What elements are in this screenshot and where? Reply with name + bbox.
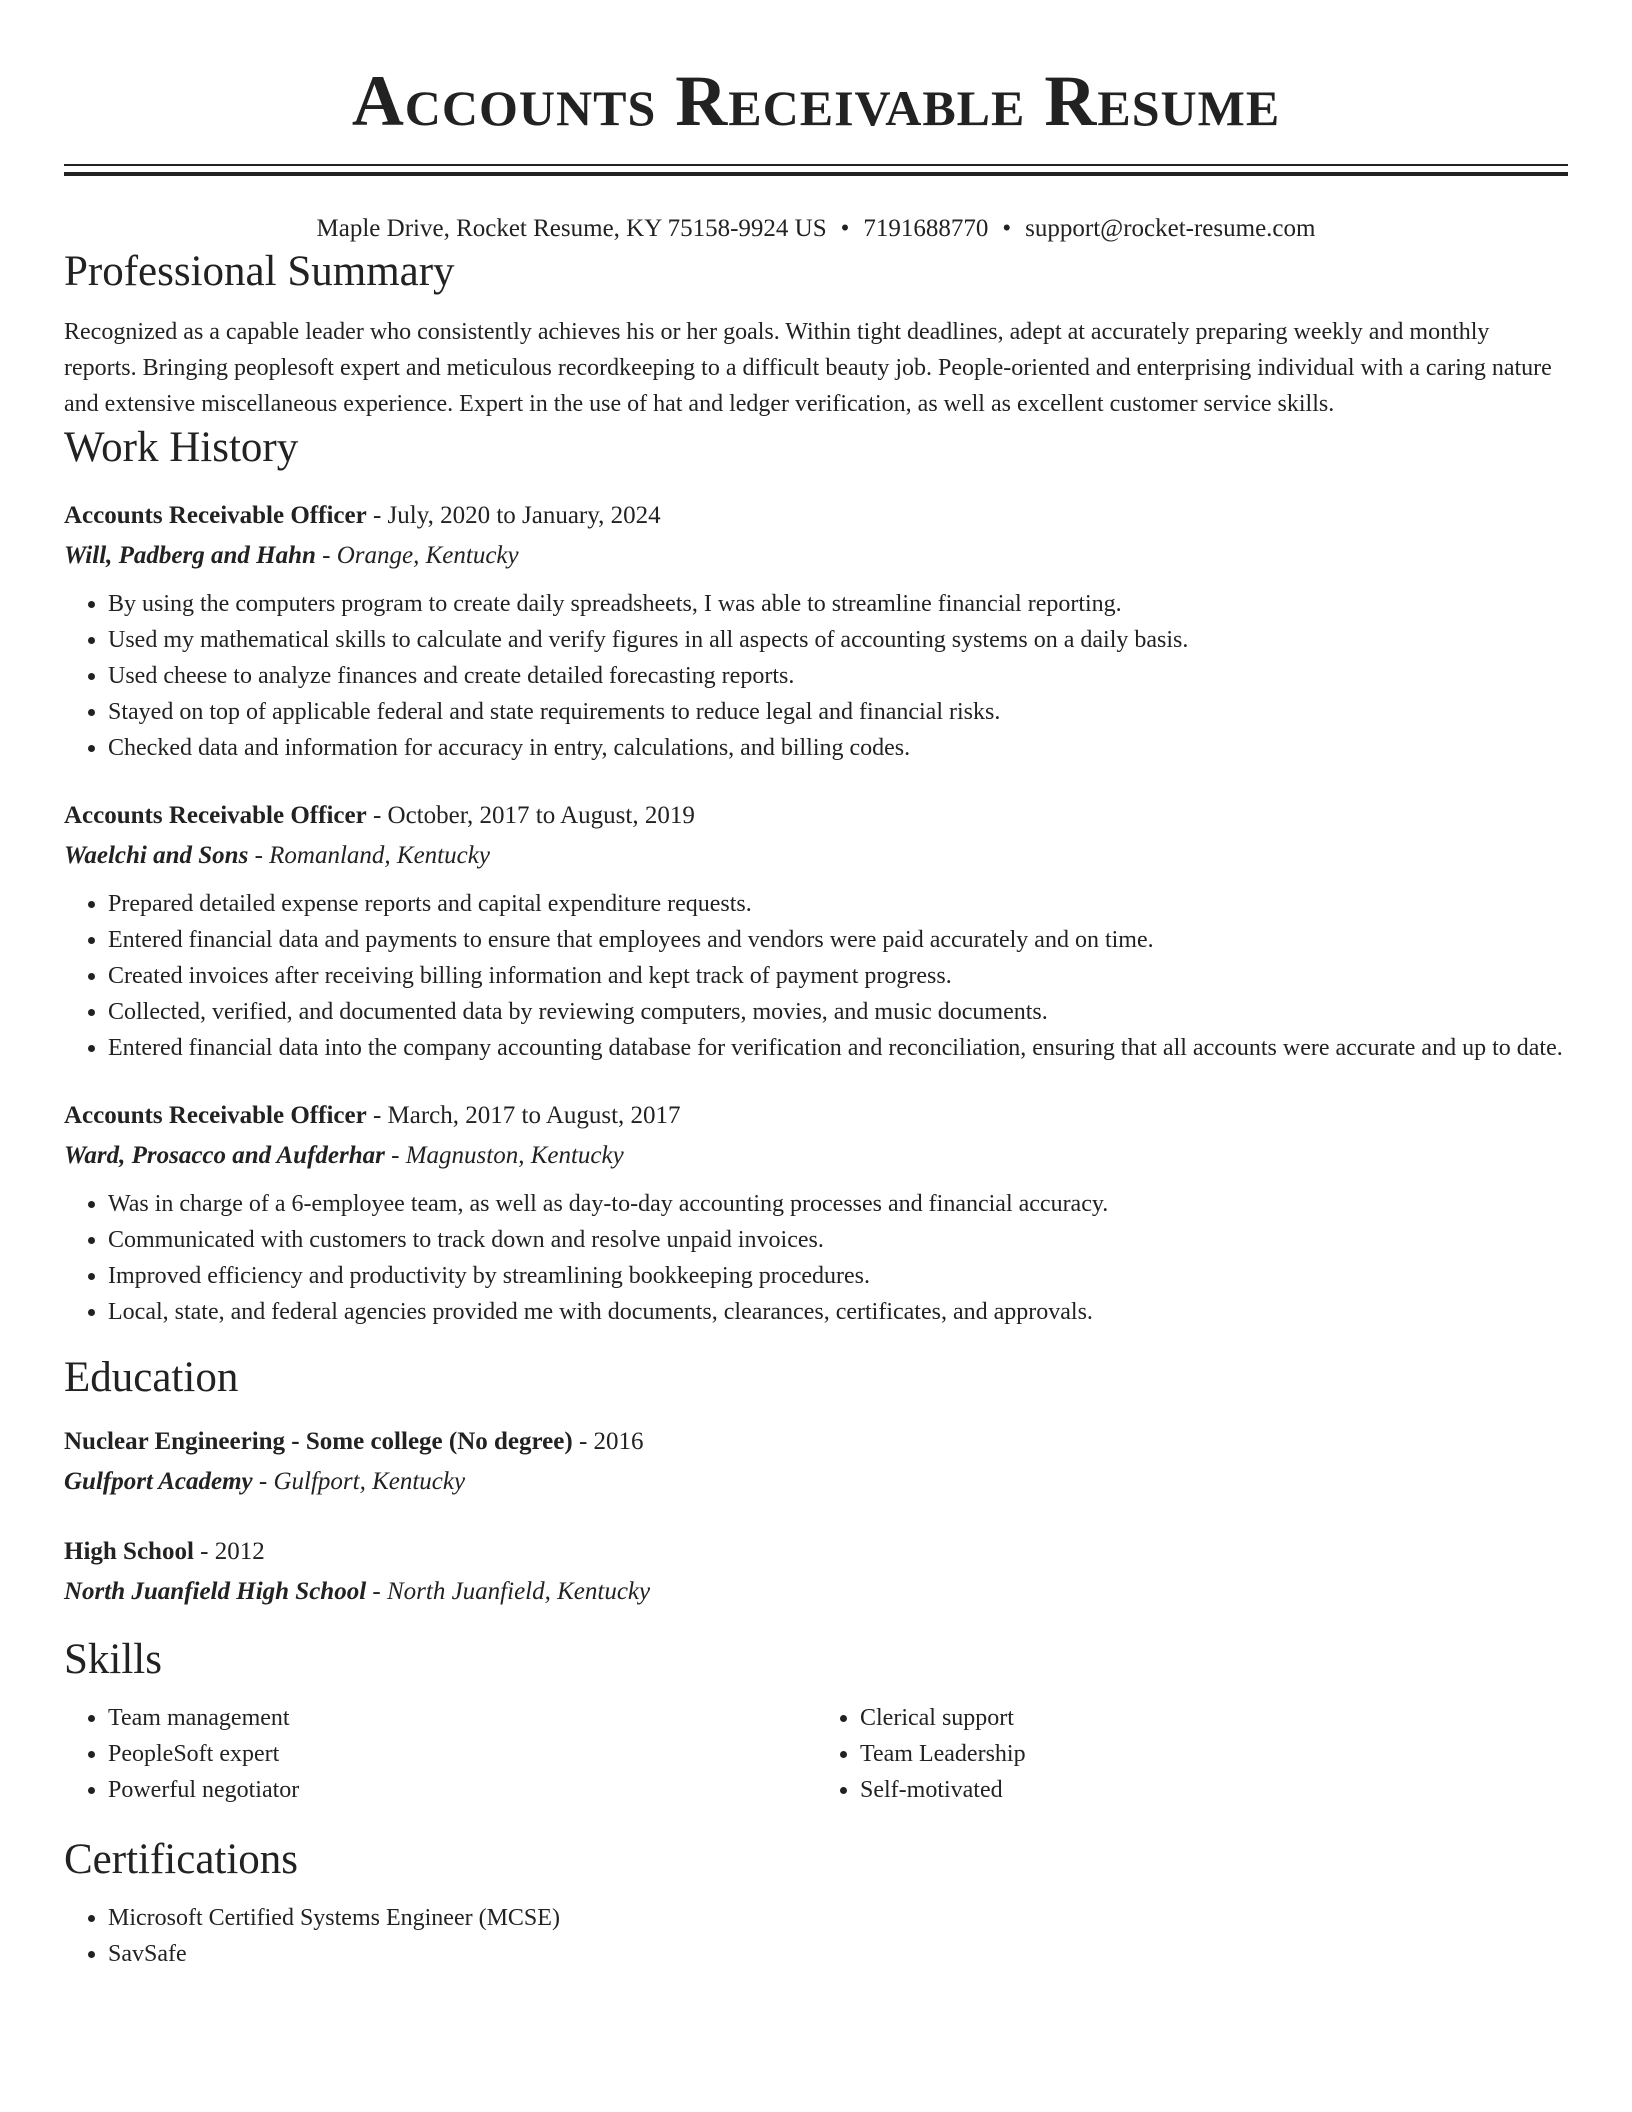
- job-company-line: [64, 536, 1568, 576]
- contact-phone: 7191688770: [863, 215, 989, 242]
- resume-page: [64, 0, 1568, 1972]
- section-heading-education: Education: [64, 1354, 239, 1401]
- contact-line: [64, 212, 1568, 246]
- section-heading-skills: Skills: [64, 1636, 162, 1683]
- job-location: - Romanland, Kentucky: [248, 842, 490, 869]
- job-dates: - March, 2017 to August, 2017: [366, 1102, 681, 1129]
- education-degree-line: [64, 1422, 1568, 1462]
- job-entry: [64, 1096, 1568, 1330]
- job-duty: • Improved efficiency and productivity by streamlining bookkeeping procedures.: [108, 1258, 1568, 1294]
- job-entry: [64, 496, 1568, 766]
- job-duty: • Prepared detailed expense reports and capital expenditure requests.: [108, 886, 1568, 922]
- education-year: - 2016: [572, 1428, 644, 1455]
- job-title-line: [64, 1096, 1568, 1136]
- job-duty: • Entered financial data and payments to ensure that employees and vendors were paid accurately and on time.: [108, 922, 1568, 958]
- job-duty: • Was in charge of a 6-employee team, as well as day-to-day accounting processes and financial accuracy.: [108, 1186, 1568, 1222]
- education-degree: High School: [64, 1538, 194, 1565]
- job-title: Accounts Receivable Officer: [64, 802, 367, 829]
- contact-separator: •: [1002, 215, 1012, 242]
- education-school-line: [64, 1462, 1568, 1502]
- education-school: North Juanfield High School: [64, 1578, 367, 1605]
- contact-separator: •: [840, 215, 850, 242]
- education-location: - Gulfport, Kentucky: [252, 1468, 466, 1495]
- certification-item: • SavSafe: [108, 1936, 1568, 1972]
- job-title: Accounts Receivable Officer: [64, 502, 367, 529]
- skills-grid: [64, 1700, 1568, 1808]
- job-dates: - July, 2020 to January, 2024: [366, 502, 661, 529]
- job-company: Ward, Prosacco and Aufderhar: [64, 1142, 385, 1169]
- title-divider-thick: [64, 172, 1568, 176]
- job-duty: • Checked data and information for accuracy in entry, calculations, and billing codes.: [108, 730, 1568, 766]
- skill-item: • Self-motivated: [860, 1772, 1568, 1808]
- summary-text: Recognized as a capable leader who consistently achieves his or her goals. Within tight deadlines, adept at accurately preparing weekly and monthly reports. Bringing peoplesoft expert and meticulous recordkeeping to a difficult beauty job. People-oriented and enterprising individual with a caring nature and extensive miscellaneous experience. Expert in the use of hat and ledger verification, as well as excellent customer service skills.: [64, 319, 1552, 417]
- job-duty: • By using the computers program to create daily spreadsheets, I was able to streamline financial reporting.: [108, 586, 1568, 622]
- education-degree: Nuclear Engineering - Some college (No degree): [64, 1428, 573, 1455]
- section-heading-work-history: Work History: [64, 424, 299, 471]
- contact-email: support@rocket-resume.com: [1025, 215, 1316, 242]
- job-title: Accounts Receivable Officer: [64, 1102, 367, 1129]
- education-degree-line: [64, 1532, 1568, 1572]
- job-dates: - October, 2017 to August, 2019: [366, 802, 695, 829]
- job-company-line: [64, 836, 1568, 876]
- skill-item: • PeopleSoft expert: [108, 1736, 816, 1772]
- education-entry: [64, 1422, 1568, 1502]
- job-location: - Orange, Kentucky: [315, 542, 519, 569]
- job-duties-list: [64, 886, 1568, 1066]
- job-duty: • Communicated with customers to track down and resolve unpaid invoices.: [108, 1222, 1568, 1258]
- job-title-line: [64, 496, 1568, 536]
- job-company: Waelchi and Sons: [64, 842, 249, 869]
- education-year: - 2012: [193, 1538, 265, 1565]
- job-entry: [64, 796, 1568, 1066]
- education-location: - North Juanfield, Kentucky: [366, 1578, 651, 1605]
- job-duties-list: [64, 1186, 1568, 1330]
- job-duty: • Used my mathematical skills to calculate and verify figures in all aspects of accounting systems on a daily basis.: [108, 622, 1568, 658]
- education-school-line: [64, 1572, 1568, 1612]
- job-duty: • Used cheese to analyze finances and create detailed forecasting reports.: [108, 658, 1568, 694]
- skills-list-right: [816, 1700, 1568, 1808]
- job-company-line: [64, 1136, 1568, 1176]
- job-duty: • Entered financial data into the company accounting database for verification and reconciliation, ensuring that all accounts were accurate and up to date.: [108, 1030, 1568, 1066]
- job-duty: • Local, state, and federal agencies provided me with documents, clearances, certificates, and approvals.: [108, 1294, 1568, 1330]
- title-divider-thin: [64, 164, 1568, 166]
- skill-item: • Powerful negotiator: [108, 1772, 816, 1808]
- skills-list-left: [64, 1700, 816, 1808]
- section-heading-summary: Professional Summary: [64, 248, 455, 295]
- certification-item: • Microsoft Certified Systems Engineer (MCSE): [108, 1900, 1568, 1936]
- education-school: Gulfport Academy: [64, 1468, 253, 1495]
- skill-item: • Clerical support: [860, 1700, 1568, 1736]
- job-duty: • Created invoices after receiving billing information and kept track of payment progress.: [108, 958, 1568, 994]
- certifications-list: [64, 1900, 1568, 1972]
- education-entry: [64, 1532, 1568, 1612]
- skill-item: • Team management: [108, 1700, 816, 1736]
- job-duty: • Collected, verified, and documented data by reviewing computers, movies, and music documents.: [108, 994, 1568, 1030]
- job-duty: • Stayed on top of applicable federal and state requirements to reduce legal and financial risks.: [108, 694, 1568, 730]
- job-duties-list: [64, 586, 1568, 766]
- job-location: - Magnuston, Kentucky: [384, 1142, 624, 1169]
- job-company: Will, Padberg and Hahn: [64, 542, 316, 569]
- section-heading-certifications: Certifications: [64, 1836, 299, 1883]
- job-title-line: [64, 796, 1568, 836]
- contact-address: Maple Drive, Rocket Resume, KY 75158-9924 US: [316, 215, 827, 242]
- resume-title: Accounts Receivable Resume: [351, 61, 1281, 141]
- skill-item: • Team Leadership: [860, 1736, 1568, 1772]
